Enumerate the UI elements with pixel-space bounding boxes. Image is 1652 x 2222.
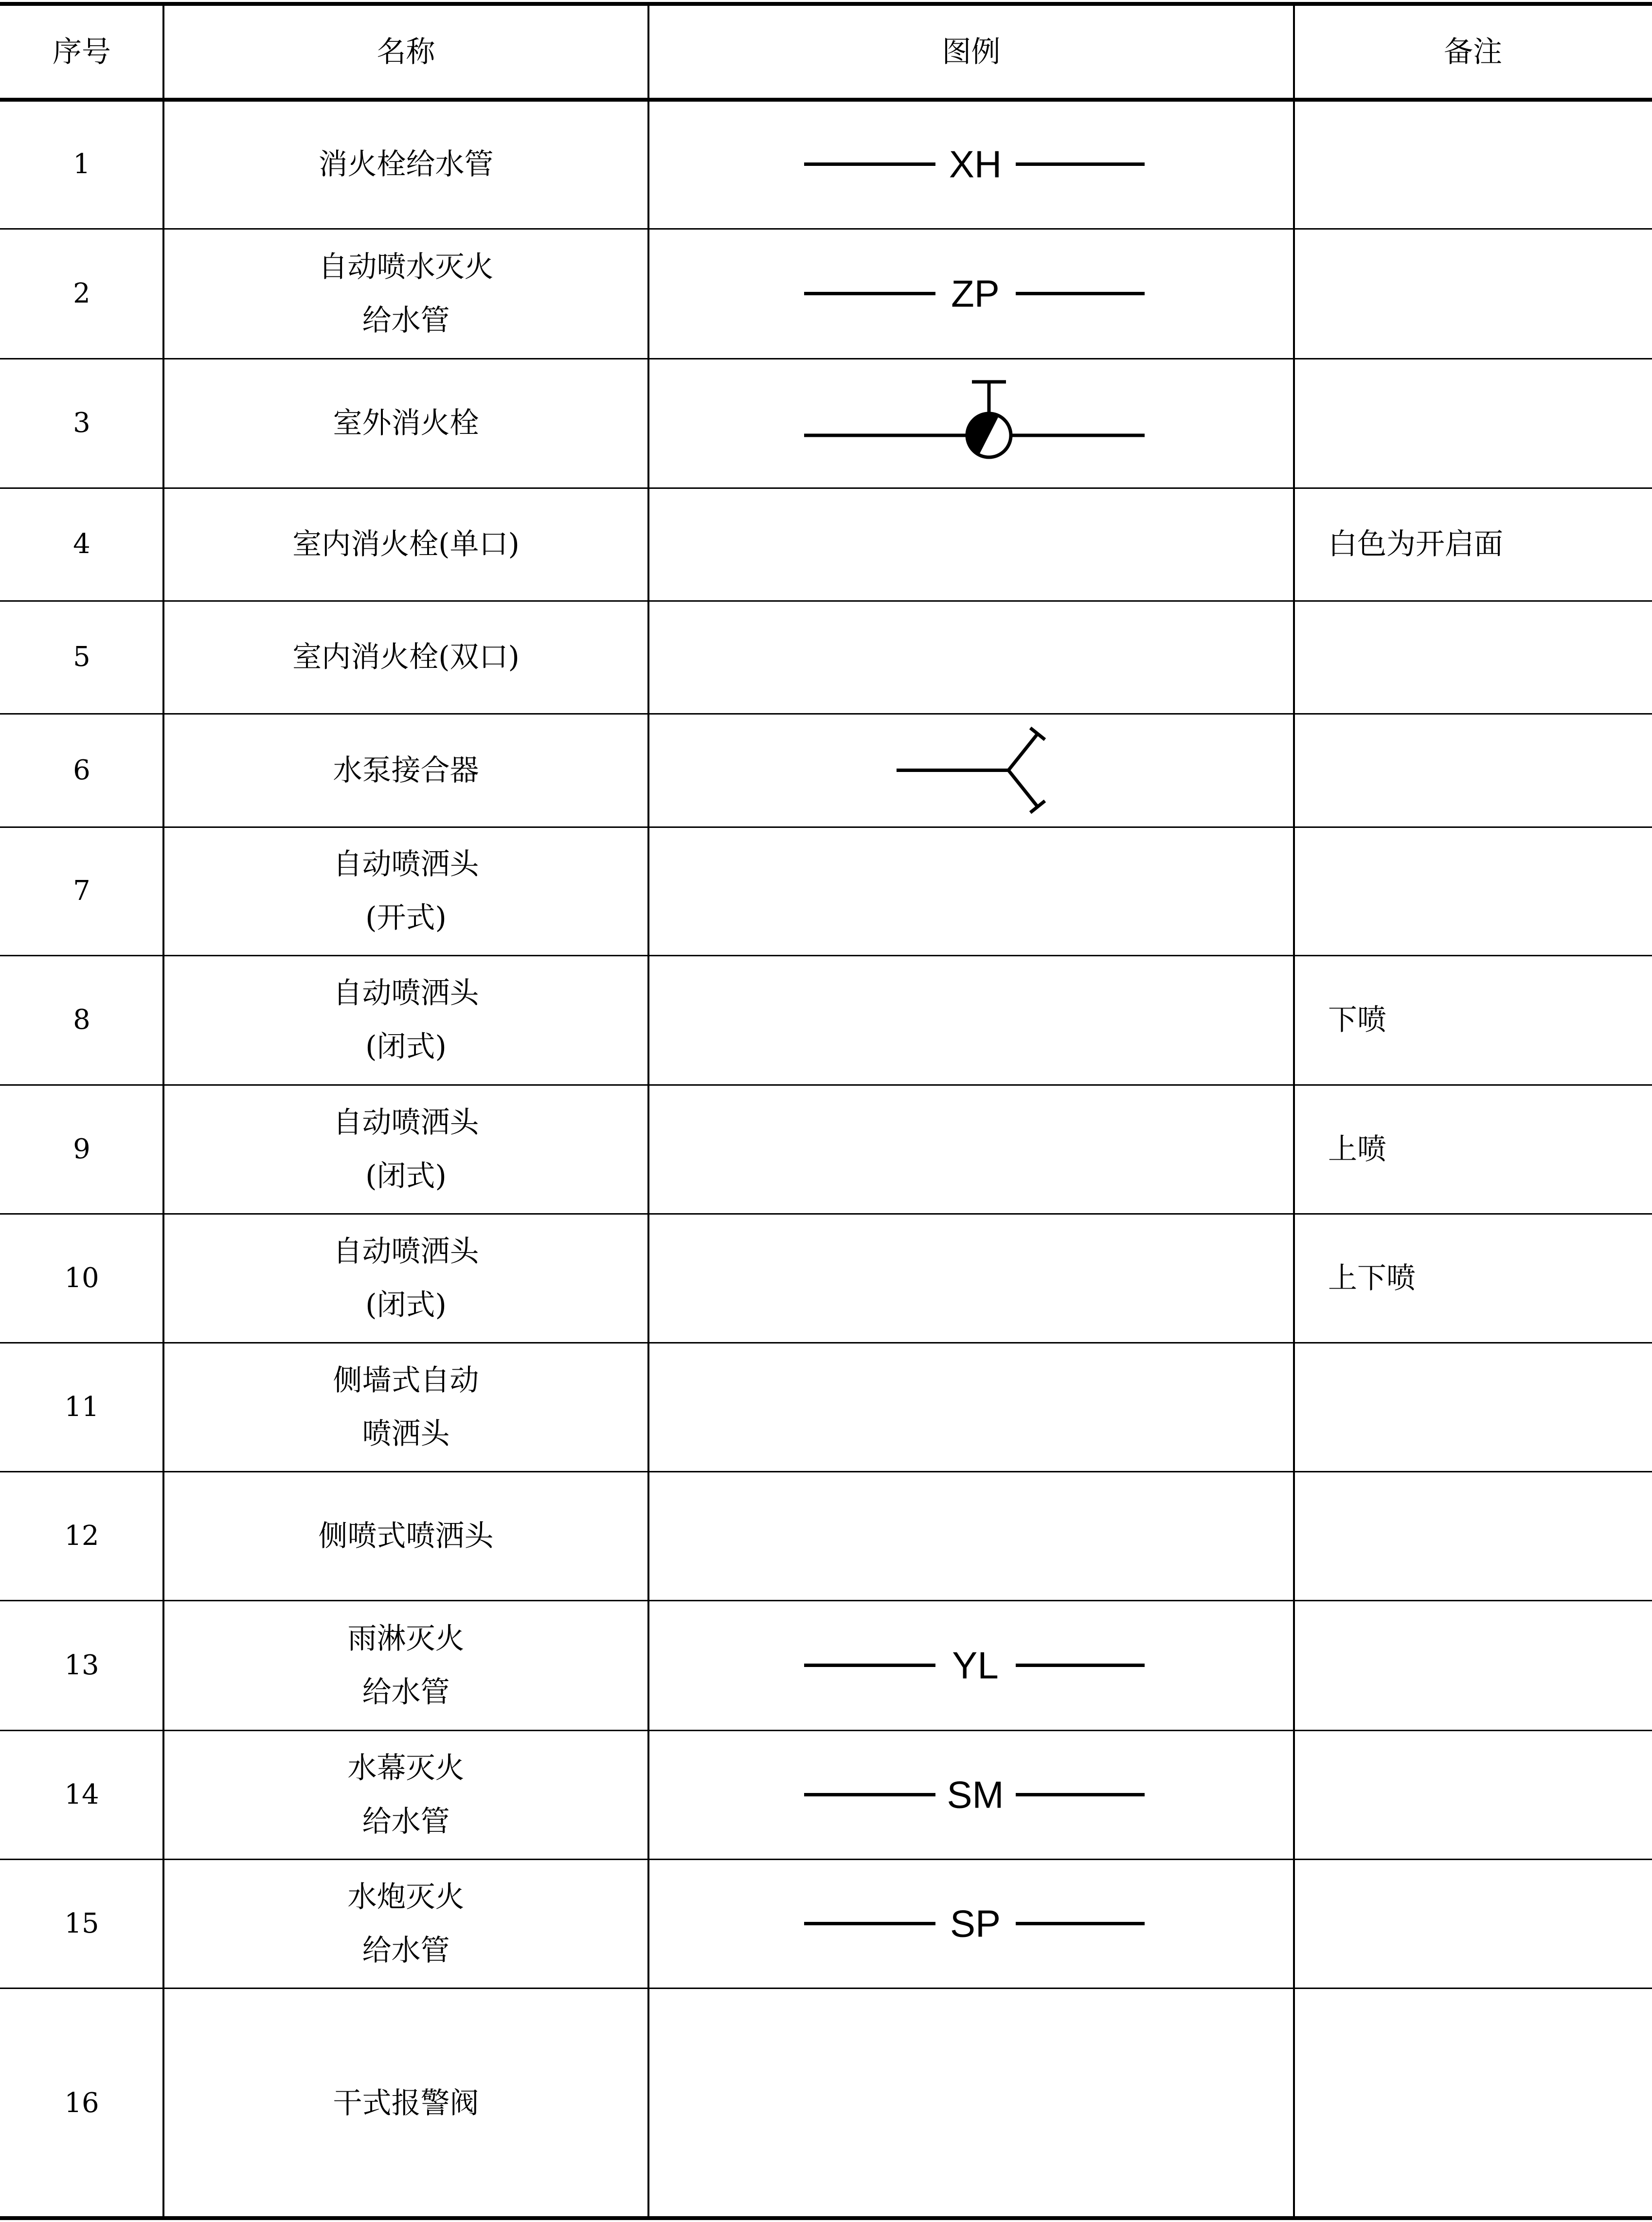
row-number: 12 bbox=[64, 1520, 99, 1552]
row-name-line: 水炮灭火 bbox=[347, 1880, 465, 1914]
row-name-cell bbox=[163, 1343, 648, 1471]
table-row bbox=[0, 601, 1652, 714]
row-name-line: 自动喷洒头 bbox=[333, 1234, 479, 1269]
row-name bbox=[292, 630, 520, 684]
row-name bbox=[292, 518, 520, 571]
legend-symbol bbox=[648, 827, 1294, 955]
row-name bbox=[319, 240, 494, 347]
row-name-line: 消火栓给水管 bbox=[318, 147, 494, 181]
row-legend-cell bbox=[648, 1988, 1294, 2218]
header-no-label: 序号 bbox=[53, 35, 111, 69]
pipe-code: SM bbox=[947, 1773, 1004, 1816]
pipe-code: XH bbox=[949, 143, 1002, 186]
legend-symbol bbox=[648, 358, 1294, 488]
row-remark-cell bbox=[1294, 100, 1652, 229]
row-name-line: 雨淋灭火 bbox=[347, 1621, 465, 1656]
row-number: 2 bbox=[73, 277, 90, 309]
table-row bbox=[0, 1859, 1652, 1988]
legend-symbol bbox=[648, 1343, 1294, 1471]
row-name bbox=[333, 744, 479, 797]
row-number: 16 bbox=[64, 2087, 99, 2119]
row-remark-cell bbox=[1294, 358, 1652, 488]
row-divider bbox=[0, 1084, 1652, 1086]
row-name-line: 自动喷洒头 bbox=[333, 976, 479, 1010]
table-row bbox=[0, 1085, 1652, 1214]
row-legend-cell bbox=[648, 1214, 1294, 1343]
row-name-line: (闭式) bbox=[365, 1159, 447, 1193]
row-name-cell bbox=[163, 1214, 648, 1343]
pipe-code: SP bbox=[950, 1902, 1001, 1945]
row-legend-cell bbox=[648, 1471, 1294, 1600]
row-remark-cell bbox=[1294, 955, 1652, 1085]
row-legend-cell bbox=[648, 827, 1294, 955]
row-name-line: 水泵接合器 bbox=[333, 753, 479, 788]
row-divider bbox=[0, 1730, 1652, 1731]
table-row bbox=[0, 827, 1652, 955]
row-divider bbox=[0, 2, 1652, 6]
row-name-cell bbox=[163, 1988, 648, 2218]
row-number-cell bbox=[0, 1730, 163, 1859]
row-remark-cell bbox=[1294, 1343, 1652, 1471]
row-number: 6 bbox=[73, 754, 90, 786]
row-remark-cell bbox=[1294, 1988, 1652, 2218]
row-name-line: 干式报警阀 bbox=[333, 2086, 479, 2120]
row-legend-cell bbox=[648, 1730, 1294, 1859]
column-divider bbox=[647, 4, 649, 2218]
row-name-cell bbox=[163, 358, 648, 488]
legend-symbol bbox=[648, 100, 1294, 229]
row-name-line: (闭式) bbox=[365, 1288, 447, 1322]
row-remark-cell bbox=[1294, 827, 1652, 955]
row-number-cell bbox=[0, 100, 163, 229]
pipe-code: YL bbox=[952, 1644, 999, 1687]
row-number-cell bbox=[0, 601, 163, 714]
row-number-cell bbox=[0, 827, 163, 955]
table-row bbox=[0, 358, 1652, 488]
header-no bbox=[0, 4, 163, 100]
row-name-line: 室内消火栓(单口) bbox=[292, 527, 520, 561]
row-legend-cell bbox=[648, 229, 1294, 358]
legend-symbol bbox=[648, 488, 1294, 601]
row-name-line: 侧墙式自动 bbox=[333, 1363, 479, 1398]
row-legend-cell bbox=[648, 1859, 1294, 1988]
legend-symbol bbox=[648, 1859, 1294, 1988]
legend-symbol bbox=[648, 229, 1294, 358]
row-name-cell bbox=[163, 1600, 648, 1730]
row-name-cell bbox=[163, 955, 648, 1085]
row-number: 5 bbox=[73, 641, 90, 673]
table-row bbox=[0, 229, 1652, 358]
table-row bbox=[0, 714, 1652, 827]
row-number-cell bbox=[0, 1600, 163, 1730]
row-name-cell bbox=[163, 1471, 648, 1600]
row-name-line: 室外消火栓 bbox=[333, 406, 479, 440]
pump-connector-icon bbox=[897, 728, 1045, 813]
row-name-line: 给水管 bbox=[362, 1675, 450, 1709]
row-remark-cell bbox=[1294, 488, 1652, 601]
row-number: 4 bbox=[73, 528, 90, 560]
row-remark-cell bbox=[1294, 1600, 1652, 1730]
row-legend-cell bbox=[648, 100, 1294, 229]
row-legend-cell bbox=[648, 1600, 1294, 1730]
pipe-code: ZP bbox=[951, 272, 1000, 315]
row-divider bbox=[0, 1859, 1652, 1860]
header-legend bbox=[648, 4, 1294, 100]
header-remark-label: 备注 bbox=[1444, 35, 1502, 69]
row-divider bbox=[0, 955, 1652, 956]
row-legend-cell bbox=[648, 955, 1294, 1085]
row-name-line: 自动喷水灭火 bbox=[318, 250, 494, 284]
row-name-line: 自动喷洒头 bbox=[333, 847, 479, 881]
row-legend-cell bbox=[648, 1343, 1294, 1471]
column-divider bbox=[1293, 4, 1295, 2218]
row-name-line: 水幕灭火 bbox=[347, 1751, 465, 1785]
row-number-cell bbox=[0, 1471, 163, 1600]
row-divider bbox=[0, 2216, 1652, 2220]
row-remark-cell bbox=[1294, 1471, 1652, 1600]
table-row bbox=[0, 1343, 1652, 1471]
row-remark-cell bbox=[1294, 601, 1652, 714]
table-row bbox=[0, 1600, 1652, 1730]
row-name-cell bbox=[163, 1085, 648, 1214]
row-legend-cell bbox=[648, 358, 1294, 488]
row-divider bbox=[0, 228, 1652, 230]
row-name-line: 喷洒头 bbox=[362, 1416, 450, 1451]
row-name-cell bbox=[163, 601, 648, 714]
row-name-line: (闭式) bbox=[365, 1030, 447, 1064]
row-divider bbox=[0, 1600, 1652, 1601]
row-name bbox=[333, 396, 479, 450]
legend-symbol bbox=[648, 1085, 1294, 1214]
row-number-cell bbox=[0, 488, 163, 601]
row-remark-cell bbox=[1294, 229, 1652, 358]
legend-symbol bbox=[648, 955, 1294, 1085]
row-remark-cell bbox=[1294, 1859, 1652, 1988]
row-legend-cell bbox=[648, 488, 1294, 601]
row-divider bbox=[0, 1471, 1652, 1472]
row-remark-cell bbox=[1294, 714, 1652, 827]
row-divider bbox=[0, 358, 1652, 359]
row-number: 11 bbox=[64, 1391, 99, 1423]
legend-symbol bbox=[648, 714, 1294, 827]
header-name bbox=[163, 4, 648, 100]
table-row bbox=[0, 488, 1652, 601]
row-name bbox=[348, 1741, 465, 1848]
row-divider bbox=[0, 713, 1652, 715]
legend-symbol bbox=[648, 1988, 1294, 2218]
table-row bbox=[0, 1471, 1652, 1600]
row-remark: 上喷 bbox=[1328, 1132, 1386, 1166]
row-legend-cell bbox=[648, 1085, 1294, 1214]
row-number-cell bbox=[0, 1214, 163, 1343]
row-number-cell bbox=[0, 358, 163, 488]
header-name-label: 名称 bbox=[377, 35, 435, 69]
row-divider bbox=[0, 826, 1652, 828]
outdoor-hydrant-icon bbox=[804, 382, 1145, 457]
row-remark: 上下喷 bbox=[1328, 1261, 1416, 1295]
row-number-cell bbox=[0, 714, 163, 827]
legend-symbol bbox=[648, 601, 1294, 714]
row-name bbox=[348, 1870, 465, 1977]
row-legend-cell bbox=[648, 714, 1294, 827]
row-number: 14 bbox=[64, 1778, 99, 1810]
row-number-cell bbox=[0, 1343, 163, 1471]
header-remark bbox=[1294, 4, 1652, 100]
row-remark-cell bbox=[1294, 1730, 1652, 1859]
row-name-cell bbox=[163, 488, 648, 601]
row-name bbox=[319, 1509, 494, 1563]
legend-symbol bbox=[648, 1600, 1294, 1730]
row-remark-cell bbox=[1294, 1085, 1652, 1214]
row-number-cell bbox=[0, 1988, 163, 2218]
row-number: 13 bbox=[64, 1649, 99, 1681]
row-divider bbox=[0, 1988, 1652, 1989]
row-number-cell bbox=[0, 1859, 163, 1988]
row-number-cell bbox=[0, 955, 163, 1085]
row-name-line: 侧喷式喷洒头 bbox=[318, 1519, 494, 1553]
row-name-cell bbox=[163, 1730, 648, 1859]
row-name bbox=[333, 1225, 479, 1332]
row-divider bbox=[0, 98, 1652, 102]
legend-symbol bbox=[648, 1214, 1294, 1343]
row-divider bbox=[0, 1342, 1652, 1344]
row-name-line: 自动喷洒头 bbox=[333, 1105, 479, 1140]
row-remark: 白色为开启面 bbox=[1328, 527, 1503, 561]
row-number: 1 bbox=[73, 148, 90, 180]
row-legend-cell bbox=[648, 601, 1294, 714]
row-name bbox=[333, 1354, 479, 1461]
row-name-cell bbox=[163, 229, 648, 358]
row-name-cell bbox=[163, 1859, 648, 1988]
row-name bbox=[333, 2077, 479, 2130]
row-divider bbox=[0, 600, 1652, 602]
row-name-line: 给水管 bbox=[362, 1804, 450, 1839]
row-number: 3 bbox=[73, 407, 90, 439]
row-name-cell bbox=[163, 827, 648, 955]
header-row bbox=[0, 4, 1652, 100]
legend-symbol bbox=[648, 1471, 1294, 1600]
table-row bbox=[0, 955, 1652, 1085]
row-name-line: 室内消火栓(双口) bbox=[292, 640, 520, 674]
row-name-cell bbox=[163, 714, 648, 827]
row-divider bbox=[0, 487, 1652, 489]
row-number-cell bbox=[0, 1085, 163, 1214]
row-name bbox=[333, 967, 479, 1074]
row-remark-cell bbox=[1294, 1214, 1652, 1343]
row-name-line: 给水管 bbox=[362, 1933, 450, 1968]
table-row bbox=[0, 100, 1652, 229]
row-name-line: 给水管 bbox=[362, 303, 450, 338]
row-number: 9 bbox=[73, 1133, 90, 1165]
row-remark: 下喷 bbox=[1328, 1003, 1386, 1037]
row-name bbox=[319, 138, 494, 191]
table-row bbox=[0, 1988, 1652, 2218]
legend-symbol bbox=[648, 1730, 1294, 1859]
row-divider bbox=[0, 1213, 1652, 1215]
header-legend-label: 图例 bbox=[942, 35, 1001, 69]
column-divider bbox=[162, 4, 164, 2218]
row-name bbox=[333, 1096, 479, 1203]
row-number: 10 bbox=[64, 1262, 99, 1294]
row-number: 7 bbox=[73, 875, 90, 907]
row-name-line: (开式) bbox=[365, 901, 447, 935]
table-row bbox=[0, 1214, 1652, 1343]
row-name-cell bbox=[163, 100, 648, 229]
row-name bbox=[333, 838, 479, 945]
row-number: 8 bbox=[73, 1004, 90, 1036]
row-name bbox=[348, 1612, 465, 1719]
row-number: 15 bbox=[64, 1907, 99, 1939]
table-row bbox=[0, 1730, 1652, 1859]
row-number-cell bbox=[0, 229, 163, 358]
